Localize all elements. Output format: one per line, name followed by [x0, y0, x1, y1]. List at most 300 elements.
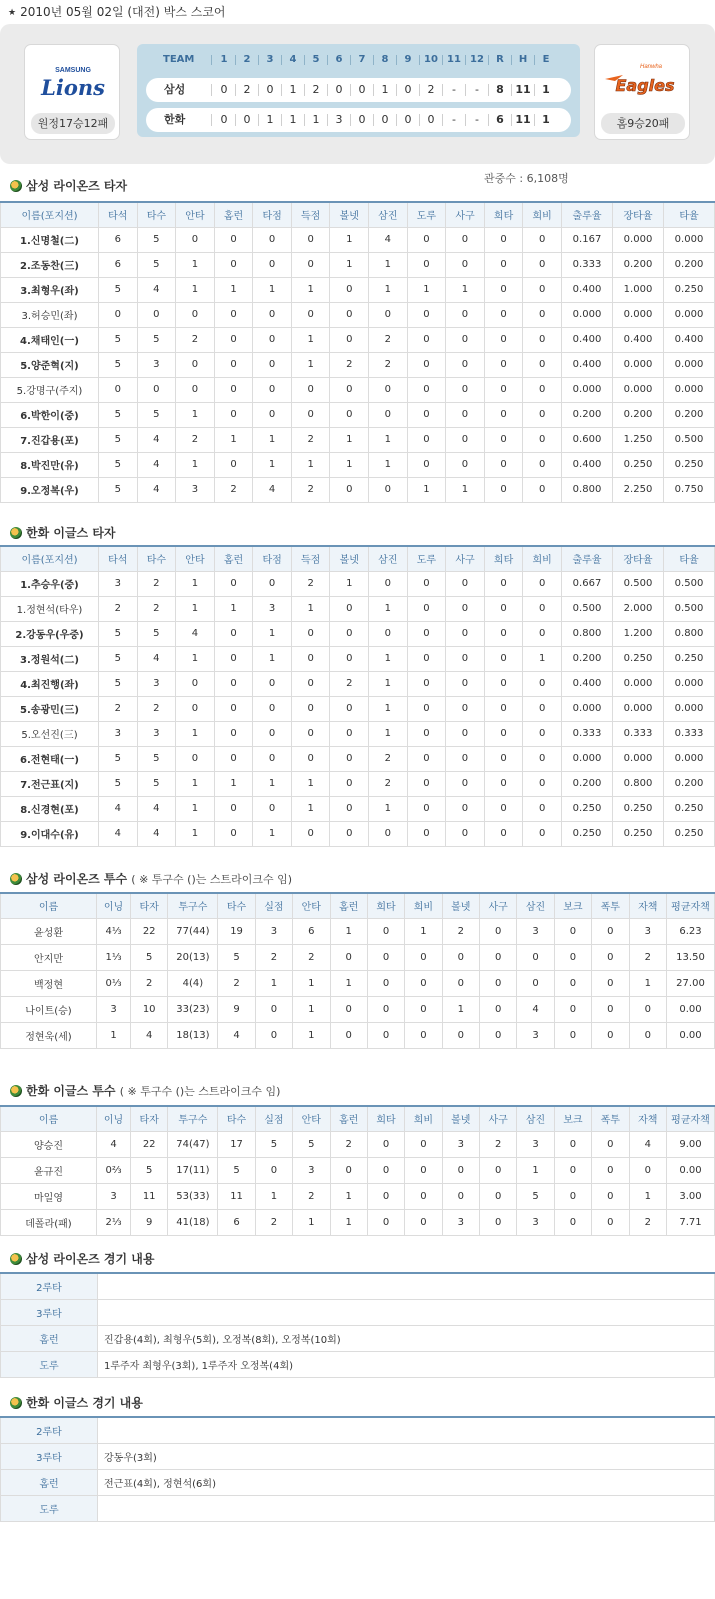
player-name: 6.박한이(중) [1, 402, 99, 427]
stat-cell: 6 [218, 1209, 255, 1235]
stat-cell: 77(44) [168, 918, 218, 944]
stat-cell: 0 [446, 621, 485, 646]
line-score [137, 44, 580, 137]
column-header: 삼진 [369, 202, 408, 227]
stat-cell: 4⅓ [97, 918, 131, 944]
stat-cell: 6 [293, 918, 330, 944]
stat-cell: 7.71 [667, 1209, 715, 1235]
stat-cell: 0.600 [562, 427, 613, 452]
hanwha-details-table [0, 1416, 715, 1522]
stat-cell: 0 [517, 944, 554, 970]
stat-cell: 11 [131, 1183, 168, 1209]
stat-cell: 0 [592, 970, 629, 996]
table-row [1, 252, 715, 277]
baseball-icon [10, 1253, 22, 1265]
away-team-record: 원정17승12패 [31, 113, 115, 134]
stat-cell: 0 [405, 1157, 442, 1183]
stat-cell: 0 [367, 1131, 404, 1157]
player-name: 7.전근표(지) [1, 771, 99, 796]
stat-cell: 18(13) [168, 1022, 218, 1048]
stat-cell: 0 [214, 796, 253, 821]
stat-cell: 1 [176, 771, 215, 796]
section-title-samsung-batting: 삼성 라이온즈 타자 [10, 177, 127, 194]
stat-cell: 4 [137, 477, 176, 502]
stat-cell: 0 [405, 970, 442, 996]
ls-runs: 6 [496, 113, 504, 126]
stat-cell: 0.000 [613, 302, 664, 327]
stat-cell: 0 [405, 1022, 442, 1048]
stat-cell: 0 [405, 1209, 442, 1235]
ls-errors: 1 [542, 83, 550, 96]
detail-row-doubles [1, 1417, 715, 1443]
player-name: 윤규진 [1, 1157, 97, 1183]
ls-header-inning: 1 [220, 54, 228, 65]
stat-cell: 0 [484, 302, 523, 327]
stat-cell: 2 [330, 1131, 367, 1157]
player-name: 4.최진행(좌) [1, 671, 99, 696]
detail-row-homeruns [1, 1469, 715, 1495]
page-title: ★ 2010년 05월 02일 (대전) 박스 스코어 [8, 5, 226, 19]
ls-inning-score: 1 [381, 83, 389, 96]
stat-cell: 1 [214, 277, 253, 302]
stat-cell: 0 [367, 918, 404, 944]
stat-cell: 0 [253, 352, 292, 377]
stat-cell: 4 [99, 796, 138, 821]
stat-cell: 1 [176, 646, 215, 671]
stat-cell: 4 [131, 1022, 168, 1048]
stat-cell: 10 [131, 996, 168, 1022]
line-score-header [137, 52, 580, 68]
detail-value: 전근표(4회), 정현석(6회) [98, 1469, 715, 1495]
stat-cell: 0 [484, 452, 523, 477]
stat-cell: 0.250 [562, 821, 613, 846]
stat-cell: 0 [214, 571, 253, 596]
ls-header-team: TEAM [163, 54, 195, 65]
stat-cell: 0 [484, 377, 523, 402]
stat-cell: 0 [214, 696, 253, 721]
table-row [1, 427, 715, 452]
stat-cell: 0.800 [664, 621, 715, 646]
stat-cell: 1 [176, 596, 215, 621]
stat-cell: 0 [367, 944, 404, 970]
table-row [1, 327, 715, 352]
ls-inning-score: 0 [243, 113, 251, 126]
stat-cell: 0 [407, 377, 446, 402]
stat-cell: 0 [446, 671, 485, 696]
stat-cell: 1 [253, 646, 292, 671]
baseball-icon [10, 1397, 22, 1409]
stat-cell: 2 [629, 1209, 667, 1235]
stat-cell: 1 [176, 721, 215, 746]
stat-cell: 0 [446, 227, 485, 252]
stat-cell: 0 [480, 1209, 517, 1235]
stat-cell: 0 [480, 970, 517, 996]
stat-cell: 0.200 [664, 402, 715, 427]
ls-inning-score: 0 [220, 113, 228, 126]
table-row [1, 227, 715, 252]
stat-cell: 0 [291, 746, 330, 771]
stat-cell: 0 [407, 796, 446, 821]
stat-cell: 1 [629, 1183, 667, 1209]
stat-cell: 0 [484, 771, 523, 796]
stat-cell: 0 [214, 402, 253, 427]
stat-cell: 0 [480, 944, 517, 970]
stat-cell: 1 [176, 452, 215, 477]
stat-cell: 0 [291, 377, 330, 402]
column-header: 이름(포지션) [1, 546, 99, 571]
stat-cell: 0 [137, 302, 176, 327]
stat-cell: 1 [293, 1022, 330, 1048]
column-header: 사구 [446, 546, 485, 571]
column-header: 희비 [523, 202, 562, 227]
stat-cell: 0 [484, 646, 523, 671]
stat-cell: 0 [523, 377, 562, 402]
ls-inning-score: 0 [266, 83, 274, 96]
column-header: 평균자책 [667, 1106, 715, 1131]
stat-cell: 5 [218, 944, 255, 970]
stat-cell: 5 [99, 327, 138, 352]
stat-cell: 5 [137, 227, 176, 252]
stat-cell: 4 [218, 1022, 255, 1048]
stat-cell: 0 [407, 327, 446, 352]
stat-cell: 0 [214, 671, 253, 696]
stat-cell: 0 [214, 227, 253, 252]
stat-cell: 2 [330, 671, 369, 696]
stat-cell: 0 [367, 1022, 404, 1048]
player-name: 3.최형우(좌) [1, 277, 99, 302]
stat-cell: 4 [629, 1131, 667, 1157]
stat-cell: 0 [480, 1022, 517, 1048]
stat-cell: 0.250 [562, 796, 613, 821]
ls-team-name: 삼성 [164, 83, 186, 96]
stat-cell: 0.200 [664, 252, 715, 277]
line-score-row-away [146, 78, 571, 102]
stat-cell: 0.250 [664, 452, 715, 477]
stat-cell: 0 [176, 377, 215, 402]
detail-label: 홈런 [1, 1325, 98, 1351]
column-header: 홈런 [214, 202, 253, 227]
stat-cell: 4 [137, 796, 176, 821]
stat-cell: 0 [592, 1157, 629, 1183]
stat-cell: 0 [523, 277, 562, 302]
detail-label: 2루타 [1, 1417, 98, 1443]
ls-inning-score: 0 [220, 83, 228, 96]
stat-cell: 1 [330, 571, 369, 596]
stat-cell: 3 [517, 1022, 554, 1048]
stat-cell: 0.250 [664, 796, 715, 821]
stat-cell: 0.000 [664, 352, 715, 377]
column-header: 안타 [176, 546, 215, 571]
ls-inning-score: 0 [381, 113, 389, 126]
ls-inning-score: 2 [243, 83, 251, 96]
detail-value: 1루주자 최형우(3회), 1루주자 오정복(4회) [98, 1351, 715, 1377]
table-row [1, 477, 715, 502]
stat-cell: 0 [407, 452, 446, 477]
stat-cell: 0.400 [562, 671, 613, 696]
stat-cell: 0 [214, 377, 253, 402]
column-header: 출루율 [562, 546, 613, 571]
table-header-row [1, 893, 715, 918]
stat-cell: 1 [330, 452, 369, 477]
stat-cell: 53(33) [168, 1183, 218, 1209]
stat-cell: 3 [137, 721, 176, 746]
stat-cell: 5 [517, 1183, 554, 1209]
stat-cell: 0.167 [562, 227, 613, 252]
stat-cell: 1 [446, 477, 485, 502]
lions-logo-brand: SAMSUNG [55, 67, 91, 74]
column-header: 삼진 [369, 546, 408, 571]
stat-cell: 2 [629, 944, 667, 970]
stat-cell: 3 [97, 1183, 131, 1209]
stat-cell: 2 [131, 970, 168, 996]
stat-cell: 0 [176, 696, 215, 721]
column-header: 득점 [291, 546, 330, 571]
stat-cell: 3 [99, 571, 138, 596]
stat-cell: 0 [407, 227, 446, 252]
stat-cell: 0.250 [613, 821, 664, 846]
stat-cell: 1 [330, 918, 367, 944]
ls-header-inning: 3 [266, 54, 274, 65]
stat-cell: 1 [214, 771, 253, 796]
player-name: 마일영 [1, 1183, 97, 1209]
samsung-details-table [0, 1272, 715, 1378]
ls-inning-score: 0 [335, 83, 343, 96]
stat-cell: 5 [255, 1131, 292, 1157]
stat-cell: 1 [405, 918, 442, 944]
stat-cell: 4 [253, 477, 292, 502]
stat-cell: 0 [330, 1022, 367, 1048]
baseball-icon [10, 873, 22, 885]
stat-cell: 0 [214, 352, 253, 377]
stat-cell: 2 [442, 918, 479, 944]
away-team-box [24, 44, 120, 140]
stat-cell: 0.333 [562, 721, 613, 746]
stat-cell: 0.250 [664, 277, 715, 302]
stat-cell: 0 [554, 1157, 591, 1183]
stat-cell: 1 [253, 277, 292, 302]
stat-cell: 0 [405, 996, 442, 1022]
stat-cell: 0 [484, 402, 523, 427]
stat-cell: 22 [131, 918, 168, 944]
detail-label: 도루 [1, 1351, 98, 1377]
stat-cell: 0 [523, 671, 562, 696]
stat-cell: 0 [523, 227, 562, 252]
ls-inning-score: - [475, 113, 479, 126]
table-header-row [1, 546, 715, 571]
stat-cell: 5 [99, 352, 138, 377]
stat-cell: 3 [99, 721, 138, 746]
stat-cell: 5 [99, 621, 138, 646]
player-name: 6.전현태(一) [1, 746, 99, 771]
stat-cell: 1 [176, 252, 215, 277]
column-header: 사구 [480, 893, 517, 918]
stat-cell: 0 [214, 252, 253, 277]
player-name: 9.이대수(유) [1, 821, 99, 846]
stat-cell: 1 [369, 277, 408, 302]
stat-cell: 1 [369, 452, 408, 477]
stat-cell: 0 [523, 477, 562, 502]
stat-cell: 0 [407, 696, 446, 721]
eagles-logo-brand: Hanwha [639, 64, 663, 70]
stat-cell: 6.23 [667, 918, 715, 944]
ls-inning-score: 1 [289, 83, 297, 96]
stat-cell: 0 [253, 402, 292, 427]
stat-cell: 1 [291, 796, 330, 821]
stat-cell: 0 [484, 477, 523, 502]
stat-cell: 0 [480, 1183, 517, 1209]
stat-cell: 0.500 [613, 571, 664, 596]
stat-cell: 4 [517, 996, 554, 1022]
stat-cell: 0 [446, 696, 485, 721]
stat-cell: 1 [253, 771, 292, 796]
stat-cell: 5 [137, 746, 176, 771]
stat-cell: 0 [554, 1131, 591, 1157]
stat-cell: 0 [554, 1183, 591, 1209]
stat-cell: 0 [176, 746, 215, 771]
stat-cell: 0 [214, 621, 253, 646]
stat-cell: 0⅔ [97, 1157, 131, 1183]
stat-cell: 74(47) [168, 1131, 218, 1157]
stat-cell: 0 [407, 821, 446, 846]
ls-inning-score: 0 [404, 113, 412, 126]
stat-cell: 0.000 [562, 377, 613, 402]
column-header: 실점 [255, 893, 292, 918]
stat-cell: 0 [446, 721, 485, 746]
column-header: 타자 [131, 893, 168, 918]
stat-cell: 0.400 [562, 352, 613, 377]
samsung-pitching-table [0, 892, 715, 1049]
stat-cell: 5 [99, 277, 138, 302]
stat-cell: 0 [405, 1131, 442, 1157]
stat-cell: 0 [446, 302, 485, 327]
stat-cell: 11 [218, 1183, 255, 1209]
stat-cell: 0 [446, 821, 485, 846]
stat-cell: 1 [291, 352, 330, 377]
eagles-logo [601, 51, 685, 109]
stat-cell: 0 [484, 671, 523, 696]
stat-cell: 2 [369, 746, 408, 771]
column-header: 보크 [554, 893, 591, 918]
stat-cell: 9.00 [667, 1131, 715, 1157]
ls-header-inning: 4 [289, 54, 297, 65]
stat-cell: 0.200 [562, 402, 613, 427]
pitch-count-note: ( ※ 투구수 ()는 스트라이크수 임) [131, 873, 293, 886]
stat-cell: 5 [137, 771, 176, 796]
stat-cell: 0 [367, 996, 404, 1022]
stat-cell: 0 [523, 252, 562, 277]
stat-cell: 5 [99, 477, 138, 502]
column-header: 희타 [484, 546, 523, 571]
stat-cell: 0 [592, 996, 629, 1022]
stat-cell: 0 [407, 352, 446, 377]
stat-cell: 0 [592, 1131, 629, 1157]
ls-inning-score: - [452, 83, 456, 96]
line-score-row-home [146, 108, 571, 132]
stat-cell: 0 [330, 796, 369, 821]
stat-cell: 0.000 [664, 377, 715, 402]
stat-cell: 0 [629, 996, 667, 1022]
stat-cell: 1 [291, 327, 330, 352]
stat-cell: 0 [253, 696, 292, 721]
table-row [1, 302, 715, 327]
stat-cell: 3 [442, 1131, 479, 1157]
stat-cell: 1 [330, 227, 369, 252]
stat-cell: 0.400 [562, 327, 613, 352]
column-header: 안타 [176, 202, 215, 227]
stat-cell: 0 [407, 646, 446, 671]
stat-cell: 0 [523, 452, 562, 477]
table-row [1, 1022, 715, 1048]
ls-header-inning: 2 [243, 54, 251, 65]
stat-cell: 1 [442, 996, 479, 1022]
stat-cell: 0.200 [613, 402, 664, 427]
column-header: 볼넷 [442, 1106, 479, 1131]
ls-header-inning: 7 [358, 54, 366, 65]
table-row [1, 746, 715, 771]
stat-cell: 0.400 [562, 277, 613, 302]
ls-header-inning: 10 [424, 54, 438, 65]
eagles-logo-wordmark: Eagles [615, 76, 675, 95]
stat-cell: 0 [446, 646, 485, 671]
stat-cell: 0 [554, 1022, 591, 1048]
stat-cell: 0 [484, 252, 523, 277]
table-row [1, 352, 715, 377]
stat-cell: 1 [407, 277, 446, 302]
stat-cell: 2 [293, 1183, 330, 1209]
column-header: 홈런 [214, 546, 253, 571]
ls-header-inning: 8 [381, 54, 389, 65]
baseball-icon [10, 180, 22, 192]
detail-value [98, 1417, 715, 1443]
player-name: 7.진갑용(포) [1, 427, 99, 452]
stat-cell: 6 [99, 227, 138, 252]
stat-cell: 0 [99, 377, 138, 402]
stat-cell: 0 [255, 1022, 292, 1048]
ls-team-name: 한화 [164, 113, 186, 126]
stat-cell: 0 [480, 996, 517, 1022]
stat-cell: 4 [137, 277, 176, 302]
stat-cell: 1.000 [613, 277, 664, 302]
stat-cell: 1 [369, 252, 408, 277]
stat-cell: 0.250 [664, 821, 715, 846]
stat-cell: 3 [176, 477, 215, 502]
stat-cell: 2 [99, 596, 138, 621]
column-header: 도루 [407, 546, 446, 571]
stat-cell: 0.200 [613, 252, 664, 277]
column-header: 볼넷 [330, 202, 369, 227]
column-header: 투구수 [168, 1106, 218, 1131]
stat-cell: 1 [330, 970, 367, 996]
stat-cell: 0.000 [664, 671, 715, 696]
stat-cell: 0.000 [562, 302, 613, 327]
stat-cell: 0 [480, 1157, 517, 1183]
stat-cell: 0 [523, 796, 562, 821]
column-header: 장타율 [613, 546, 664, 571]
stat-cell: 0 [291, 252, 330, 277]
ls-inning-score: - [452, 113, 456, 126]
stat-cell: 2.000 [613, 596, 664, 621]
stat-cell: 0 [330, 771, 369, 796]
stat-cell: 17(11) [168, 1157, 218, 1183]
section-title-samsung-pitching: 삼성 라이온즈 투수 ( ※ 투구수 ()는 스트라이크수 임) [10, 870, 292, 887]
stat-cell: 0 [291, 227, 330, 252]
stat-cell: 0 [407, 252, 446, 277]
stat-cell: 0 [330, 821, 369, 846]
stat-cell: 1 [369, 671, 408, 696]
detail-value [98, 1495, 715, 1521]
stat-cell: 0 [291, 821, 330, 846]
stat-cell: 0.800 [562, 477, 613, 502]
